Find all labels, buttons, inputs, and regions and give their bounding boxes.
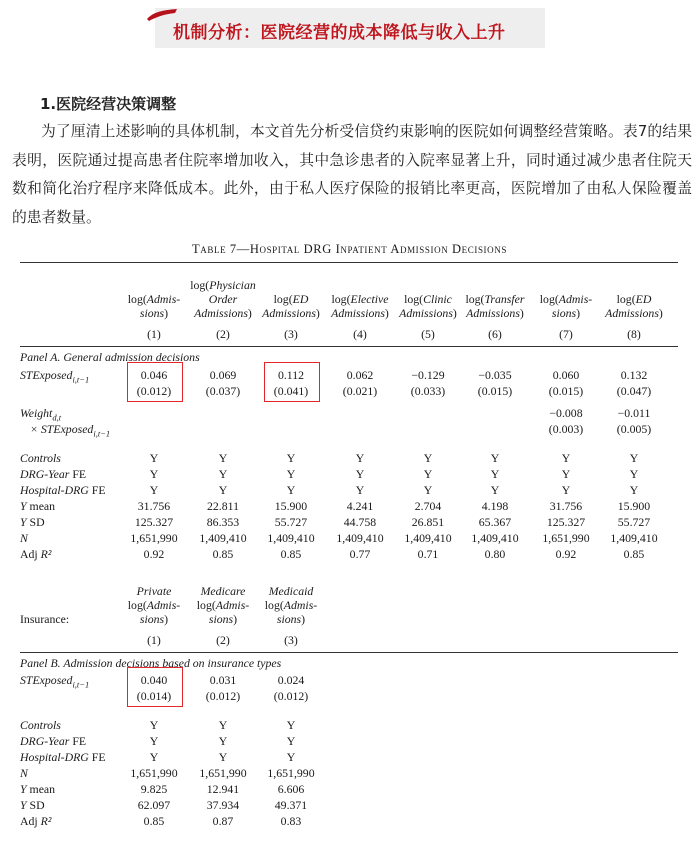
panel-b-row-label-7: Adj R²: [20, 814, 52, 828]
panel-a-coef-3: 0.112: [277, 368, 305, 382]
panel-a-header-8: log(ED Admissions): [605, 292, 663, 320]
panel-b-cell: 12.941: [206, 782, 240, 796]
panel-a-cell: 4.241: [346, 499, 374, 513]
panel-a-colnum-3: (3): [284, 327, 298, 341]
panel-a-cell: Y: [149, 451, 159, 465]
panel-b-colnum-3: (3): [284, 633, 298, 647]
panel-a-cell: 26.851: [411, 515, 445, 529]
panel-b-cell: 37.934: [206, 798, 240, 812]
panel-a-colnum-6: (6): [488, 327, 502, 341]
panel-a-cell: Y: [490, 451, 500, 465]
panel-b-cell: Y: [286, 734, 296, 748]
panel-a-row-label-2: DRG-Year FE: [20, 467, 87, 481]
panel-a-se-4: (0.021): [342, 384, 378, 398]
insurance-label: Insurance:: [20, 612, 70, 626]
header-bottom-rule: [20, 346, 678, 347]
panel-a-se-7: (0.015): [548, 384, 584, 398]
panel-b-row-label-6: Y SD: [20, 798, 45, 812]
panel-a-cell: Y: [218, 451, 228, 465]
panel-a-cell: Y: [490, 467, 500, 481]
panel-b-cell: Y: [218, 734, 228, 748]
panel-a-cell: Y: [355, 483, 365, 497]
panel-b-cell: Y: [149, 734, 159, 748]
panel-a-cell: 125.327: [546, 515, 586, 529]
panel-a-se-5: (0.033): [410, 384, 446, 398]
panel-a-cell: 15.900: [617, 499, 651, 513]
panel-a-cell: Y: [286, 451, 296, 465]
panel-a-header-6: log(Transfer Admissions): [465, 292, 525, 320]
panel-a-weight-se-8: (0.005): [616, 422, 652, 436]
panel-a-weight-se-7: (0.003): [548, 422, 584, 436]
panel-b-cell: 0.83: [280, 814, 302, 828]
panel-a-coef-2: 0.069: [209, 368, 237, 382]
highlight-box: [127, 362, 183, 402]
panel-a-cell: Y: [355, 467, 365, 481]
panel-a-coef-7: 0.060: [552, 368, 580, 382]
panel-a-cell: 0.80: [484, 547, 506, 561]
panel-b-colnum-2: (2): [216, 633, 230, 647]
panel-b-cell: Y: [218, 750, 228, 764]
panel-a-cell: 0.71: [417, 547, 439, 561]
panel-a-cell: 15.900: [274, 499, 308, 513]
panel-b-cell: 6.606: [277, 782, 305, 796]
panel-a-cell: 1,651,990: [542, 531, 590, 545]
panel-a-cell: Y: [490, 483, 500, 497]
panel-b-stexposed-label: STExposed$_{i,t-1}$: [20, 673, 90, 690]
panel-b-se-2: (0.012): [205, 689, 241, 703]
panel-a-row-label-1: Controls: [20, 451, 61, 465]
panel-a-header-3: log(ED Admissions): [262, 292, 320, 320]
panel-a-title: Panel A. General admission decisions: [20, 350, 200, 364]
panel-a-cell: Y: [149, 483, 159, 497]
panel-a-weight-label-2: × STExposed$_{i,t-1}$: [30, 422, 111, 439]
panel-a-weight-coef-7: −0.008: [549, 406, 583, 420]
banner-title: 机制分析：医院经营的成本降低与收入上升: [173, 23, 506, 43]
panel-a-colnum-7: (7): [559, 327, 573, 341]
panel-a-colnum-2: (2): [216, 327, 230, 341]
panel-b-cell: 1,651,990: [130, 766, 178, 780]
panel-a-colnum-5: (5): [421, 327, 435, 341]
panel-a-cell: 0.77: [349, 547, 371, 561]
panel-b-coef-1: 0.040: [140, 673, 168, 687]
panel-a-header-5: log(Clinic Admissions): [399, 292, 457, 320]
panel-a-cell: Y: [423, 467, 433, 481]
panel-a-cell: 4.198: [481, 499, 509, 513]
panel-a-cell: 1,409,410: [610, 531, 658, 545]
panel-a-cell: Y: [629, 483, 639, 497]
highlight-box: [127, 667, 183, 707]
panel-a-cell: 0.85: [280, 547, 302, 561]
panel-b-cell: Y: [286, 718, 296, 732]
panel-b-header-3: Medicaid log(Admis- sions): [264, 584, 318, 626]
panel-a-cell: 2.704: [414, 499, 442, 513]
section-heading: 1.医院经营决策调整: [40, 95, 177, 113]
panel-a-cell: Y: [423, 451, 433, 465]
panel-a-row-label-3: Hospital-DRG FE: [20, 483, 106, 497]
panel-b-cell: Y: [149, 750, 159, 764]
table-caption: Table 7—Hospital DRG Inpatient Admission Decisions: [192, 242, 507, 256]
panel-a-cell: 1,409,410: [336, 531, 384, 545]
panel-a-colnum-1: (1): [147, 327, 161, 341]
panel-b-row-label-3: Hospital-DRG FE: [20, 750, 106, 764]
panel-a-cell: 1,409,410: [471, 531, 519, 545]
panel-a-cell: 55.727: [617, 515, 651, 529]
panel-a-cell: 86.353: [206, 515, 240, 529]
panel-a-se-2: (0.037): [205, 384, 241, 398]
panel-b-cell: Y: [218, 718, 228, 732]
panel-a-weight-coef-8: −0.011: [617, 406, 651, 420]
panel-b-cell: Y: [149, 718, 159, 732]
panel-a-row-label-5: Y SD: [20, 515, 45, 529]
panel-a-header-4: log(Elective Admissions): [331, 292, 389, 320]
panel-a-cell: Y: [629, 451, 639, 465]
panel-a-weight-label: Weight$_{d,t}$: [20, 406, 62, 423]
panel-a-cell: 125.327: [134, 515, 174, 529]
panel-b-cell: Y: [286, 750, 296, 764]
panel-a-se-3: (0.041): [273, 384, 309, 398]
panel-a-header-7: log(Admis- sions): [539, 292, 593, 320]
panel-a-coef-8: 0.132: [620, 368, 648, 382]
panel-a-header-2: log(Physician Order Admissions): [190, 278, 256, 320]
panel-a-colnum-8: (8): [627, 327, 641, 341]
panel-b-row-label-1: Controls: [20, 718, 61, 732]
panel-b-row-label-4: N: [20, 766, 28, 780]
panel-a-cell: 1,409,410: [404, 531, 452, 545]
panel-a-cell: Y: [561, 467, 571, 481]
panel-b-cell: 1,651,990: [199, 766, 247, 780]
panel-a-cell: Y: [286, 483, 296, 497]
panel-a-row-label-4: Y mean: [20, 499, 56, 513]
panel-b-se-1: (0.014): [136, 689, 172, 703]
panel-a-row-label-7: Adj R²: [20, 547, 52, 561]
panel-a-cell: 31.756: [137, 499, 171, 513]
panel-a-cell: 55.727: [274, 515, 308, 529]
panel-a-coef-6: −0.035: [478, 368, 512, 382]
panel-a-cell: 1,651,990: [130, 531, 178, 545]
panel-b-coef-2: 0.031: [209, 673, 237, 687]
panel-a-cell: 22.811: [206, 499, 239, 513]
panel-b-header-2: Medicare log(Admis- sions): [196, 584, 250, 626]
panel-b-cell: 62.097: [137, 798, 171, 812]
panel-b-row-label-2: DRG-Year FE: [20, 734, 87, 748]
panel-b-se-3: (0.012): [273, 689, 309, 703]
panel-a-cell: 31.756: [549, 499, 583, 513]
panel-b-coef-3: 0.024: [277, 673, 305, 687]
panel-b-header-1: Private log(Admis- sions): [127, 584, 181, 626]
panel-a-cell: 0.85: [623, 547, 645, 561]
panel-a-cell: 0.92: [555, 547, 577, 561]
panel-b-cell: 9.825: [140, 782, 168, 796]
panel-a-cell: Y: [149, 467, 159, 481]
body-paragraph: 为了厘清上述影响的具体机制，本文首先分析受信贷约束影响的医院如何调整经营策略。表7的结果表明，医院通过提高患者住院率增加收入，其中急诊患者的入院率显著上升，同时通过减少患者住院天数和简化治疗程序来降低成本。此外，由于私人医疗保险的报销比率更高，医院增加了由私人保险覆盖的患者数量。: [12, 123, 692, 226]
panel-b-cell: 0.85: [143, 814, 165, 828]
panel-a-cell: 44.758: [343, 515, 377, 529]
panel-a-se-8: (0.047): [616, 384, 652, 398]
panel-a-cell: Y: [218, 467, 228, 481]
panel-a-colnum-4: (4): [353, 327, 367, 341]
panel-a-stexposed-label: STExposed$_{i,t-1}$: [20, 368, 90, 385]
table-top-rule: [20, 262, 678, 263]
panel-a-cell: 65.367: [478, 515, 512, 529]
panel-a-cell: 0.85: [212, 547, 234, 561]
panel-b-colnum-1: (1): [147, 633, 161, 647]
panel-a-se-6: (0.015): [477, 384, 513, 398]
highlight-box: [264, 362, 320, 402]
panel-a-coef-1: 0.046: [140, 368, 168, 382]
panel-a-coef-4: 0.062: [346, 368, 374, 382]
panel-a-se-1: (0.012): [136, 384, 172, 398]
panel-a-cell: Y: [561, 483, 571, 497]
panel-a-cell: Y: [423, 483, 433, 497]
panel-a-cell: Y: [286, 467, 296, 481]
panel-a-cell: Y: [629, 467, 639, 481]
panel-a-coef-5: −0.129: [411, 368, 445, 382]
panel-b-cell: 1,651,990: [267, 766, 315, 780]
panel-a-cell: 0.92: [143, 547, 165, 561]
section-banner: [155, 8, 545, 48]
panel-a-cell: Y: [218, 483, 228, 497]
panel-b-cell: 49.371: [274, 798, 308, 812]
panel-a-cell: Y: [355, 451, 365, 465]
panel-b-title: Panel B. Admission decisions based on insurance types: [20, 656, 282, 670]
panel-a-header-1: log(Admis- sions): [127, 292, 181, 320]
panel-a-cell: Y: [561, 451, 571, 465]
panel-b-header-rule: [20, 652, 678, 653]
panel-b-cell: 0.87: [212, 814, 234, 828]
panel-b-row-label-5: Y mean: [20, 782, 56, 796]
panel-a-row-label-6: N: [20, 531, 28, 545]
panel-a-cell: 1,409,410: [267, 531, 315, 545]
panel-a-cell: 1,409,410: [199, 531, 247, 545]
